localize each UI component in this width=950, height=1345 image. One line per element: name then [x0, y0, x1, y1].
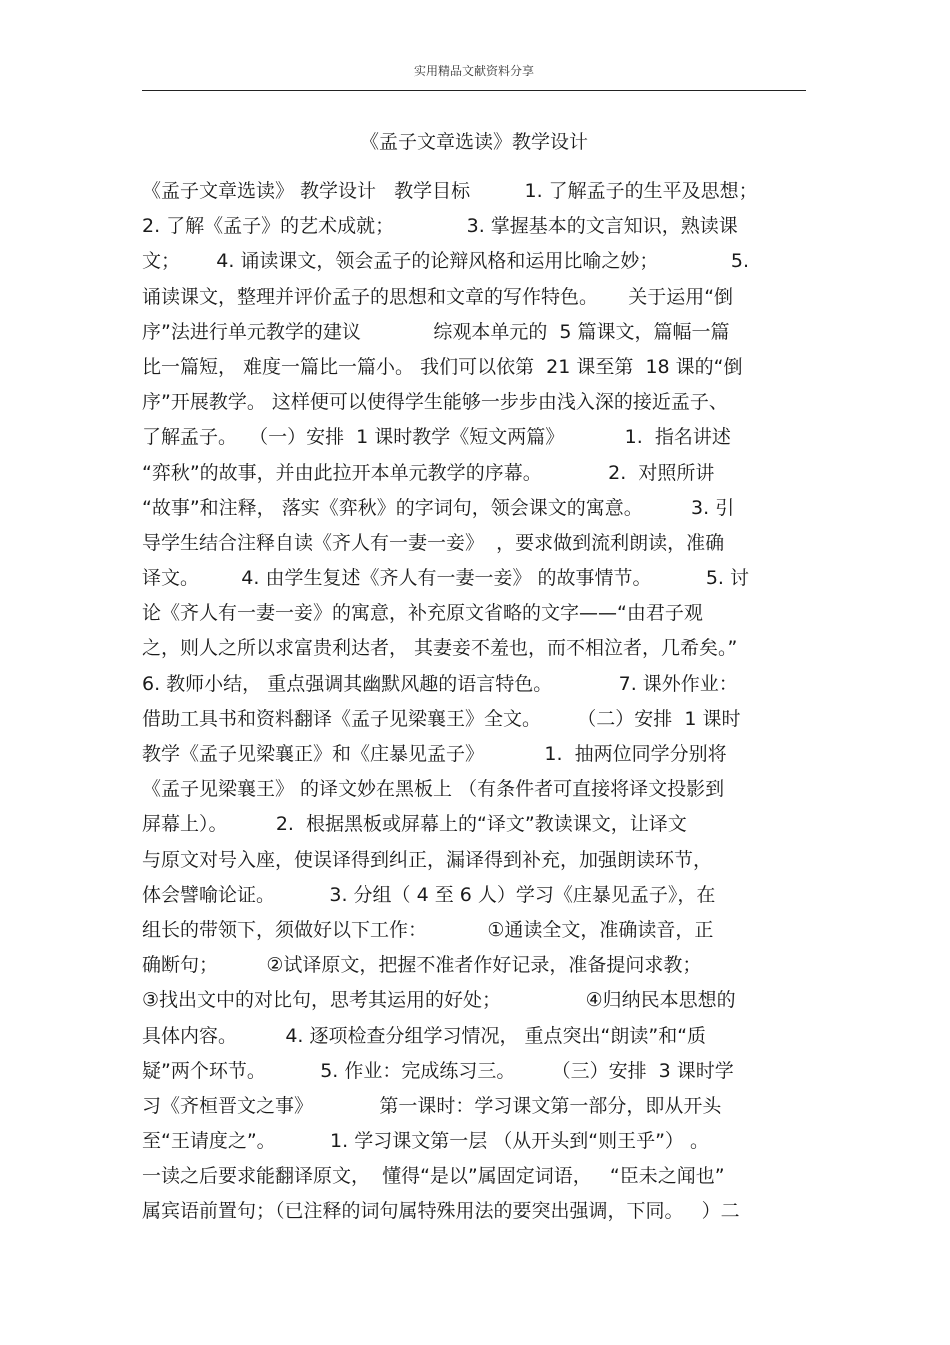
- header-divider: [142, 90, 806, 91]
- body-line: 具体内容。 4. 逐项检查分组学习情况， 重点突出“朗读”和“质: [142, 1024, 707, 1047]
- body-line: 导学生结合注释自读《齐人有一妻一妾》 ，要求做到流利朗读，准确: [142, 531, 725, 554]
- body-line: 文； 4. 诵读课文，领会孟子的论辩风格和运用比喻之妙； 5.: [142, 250, 750, 273]
- body-line: “弈秋”的故事，并由此拉开本单元教学的序幕。 2. 对照所讲: [142, 461, 715, 484]
- body-line: ③找出文中的对比句，思考其运用的好处； ④归纳民本思想的: [142, 989, 736, 1012]
- body-line: 教学《孟子见梁襄正》和《庄暴见孟子》 1. 抽两位同学分别将: [142, 743, 727, 765]
- body-line: 与原文对号入座，使误译得到纠正，漏译得到补充，加强朗读环节，: [142, 848, 713, 871]
- body-line: 确断句； ②试译原文，把握不准者作好记录，准备提问求教；: [142, 954, 702, 977]
- body-line: 组长的带领下，须做好以下工作： ①通读全文，准确读音，正: [142, 918, 714, 941]
- body-line: 之，则人之所以求富贵利达者， 其妻妾不羞也，而不相泣者，几希矣。”: [142, 637, 738, 660]
- body-line: 体会譬喻论证。 3. 分组（ 4 至 6 人）学习《庄暴见孟子》，在: [142, 883, 716, 906]
- body-line: 一读之后要求能翻译原文， 懂得“是以”属固定词语， “臣未之闻也”: [142, 1165, 725, 1188]
- body-line: 《孟子见梁襄王》 的译文妙在黑板上 （有条件者可直接将译文投影到: [142, 778, 725, 801]
- body-line: 属宾语前置句；（已注释的词句属特殊用法的要突出强调，下同。 ）二: [142, 1200, 740, 1223]
- document-body: [142, 174, 812, 1230]
- body-line: 疑”两个环节。 5. 作业：完成练习三。 （三）安排 3 课时学: [142, 1059, 734, 1082]
- body-line: 序”开展教学。 这样便可以使得学生能够一步步由浅入深的接近孟子、: [142, 391, 728, 414]
- document-title: 《孟子文章选读》教学设计: [359, 131, 588, 153]
- body-line: 《孟子文章选读》 教学设计 教学目标 1. 了解孟子的生平及思想；: [142, 180, 758, 202]
- body-line: 屏幕上）。 2. 根据黑板或屏幕上的“译文”教读课文，让译文: [142, 813, 687, 836]
- body-line: 诵读课文，整理并评价孟子的思想和文章的写作特色。 关于运用“倒: [142, 285, 734, 308]
- body-line: 至“王请度之”。 1. 学习课文第一层 （从开头到“则王乎”） 。: [142, 1130, 709, 1153]
- body-line: 借助工具书和资料翻译《孟子见梁襄王》全文。 （二）安排 1 课时: [142, 707, 741, 730]
- body-line: 论《齐人有一妻一妾》的寓意，补充原文省略的文字——“由君子观: [142, 602, 703, 625]
- body-line: 比一篇短， 难度一篇比一篇小。 我们可以依第 21 课至第 18 课的“倒: [142, 355, 743, 378]
- body-line: 习《齐桓晋文之事》 第一课时：学习课文第一部分，即从开头: [142, 1094, 722, 1117]
- body-line: “故事”和注释， 落实《弈秋》的字词句，领会课文的寓意。 3. 引: [142, 496, 735, 519]
- body-line: 2. 了解《孟子》的艺术成就； 3. 掌握基本的文言知识，熟读课: [142, 215, 738, 238]
- body-line: 译文。 4. 由学生复述《齐人有一妻一妾》 的故事情节。 5. 讨: [142, 567, 750, 590]
- body-line: 6. 教师小结， 重点强调其幽默风趣的语言特色。 7. 课外作业：: [142, 672, 738, 695]
- body-line: 序”法进行单元教学的建议 综观本单元的 5 篇课文，篇幅一篇: [142, 320, 730, 343]
- body-line: 了解孟子。 （一）安排 1 课时教学《短文两篇》 1. 指名讲述: [142, 426, 731, 449]
- page-header: 实用精品文献资料分享: [413, 64, 534, 78]
